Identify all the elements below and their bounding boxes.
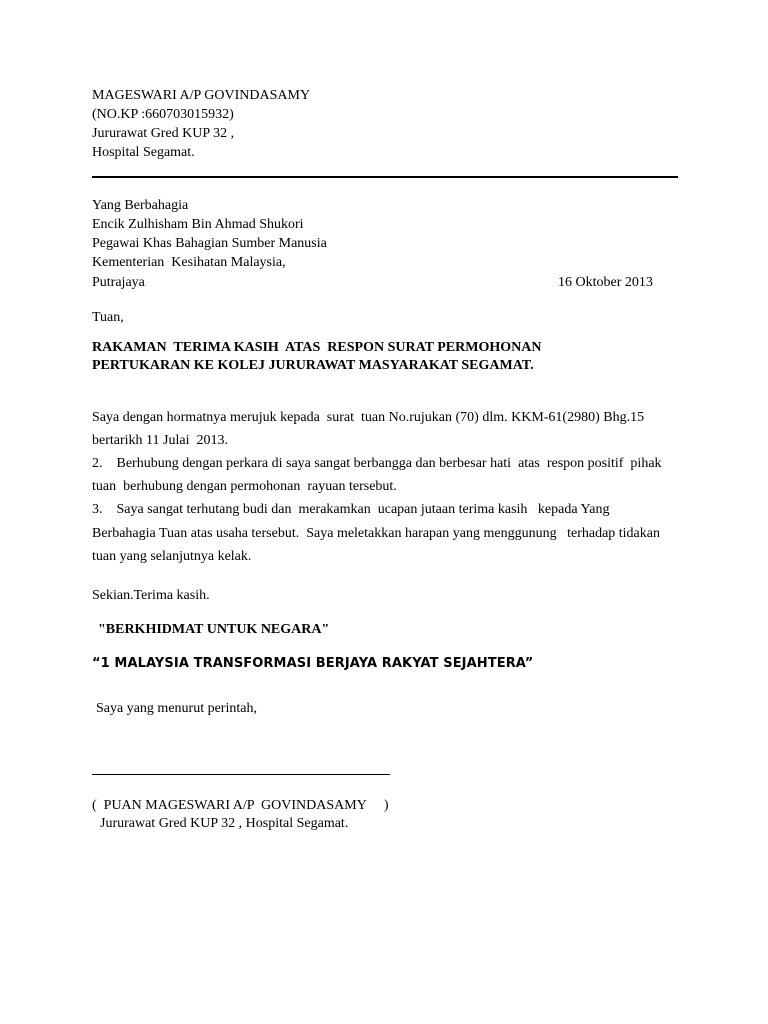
sender-position: Jururawat Gred KUP 32 , bbox=[92, 126, 235, 141]
signature-line bbox=[92, 774, 390, 775]
body-p2-line-2: tuan berhubung dengan permohonan rayuan tersebut. bbox=[92, 479, 397, 494]
body-p3-line-3: tuan yang selanjutnya kelak. bbox=[92, 549, 252, 564]
recipient-position: Pegawai Khas Bahagian Sumber Manusia bbox=[92, 236, 327, 251]
subject-line-2: PERTUKARAN KE KOLEJ JURURAWAT MASYARAKAT SEGAMAT. bbox=[92, 358, 534, 373]
motto-berkhidmat: "BERKHIDMAT UNTUK NEGARA" bbox=[98, 622, 330, 637]
greeting: Tuan, bbox=[92, 310, 124, 325]
letter-date: 16 Oktober 2013 bbox=[558, 275, 653, 290]
recipient-city: Putrajaya bbox=[92, 275, 145, 290]
recipient-salutation-title: Yang Berbahagia bbox=[92, 198, 189, 213]
sender-ic: (NO.KP :660703015932) bbox=[92, 107, 234, 122]
recipient-ministry: Kementerian Kesihatan Malaysia, bbox=[92, 255, 286, 270]
closing: Sekian.Terima kasih. bbox=[92, 588, 210, 603]
sender-place: Hospital Segamat. bbox=[92, 145, 195, 160]
sender-name: MAGESWARI A/P GOVINDASAMY bbox=[92, 88, 311, 103]
recipient-name: Encik Zulhisham Bin Ahmad Shukori bbox=[92, 217, 304, 232]
body-p3-line-2: Berbahagia Tuan atas usaha tersebut. Saya meletakkan harapan yang menggunung terhadap tidakan bbox=[92, 526, 660, 541]
subject-line-1: RAKAMAN TERIMA KASIH ATAS RESPON SURAT PERMOHONAN bbox=[92, 340, 542, 355]
header-divider bbox=[92, 176, 678, 178]
motto-1malaysia: “1 MALAYSIA TRANSFORMASI BERJAYA RAKYAT SEJAHTERA” bbox=[92, 656, 534, 671]
body-p1-line-1: Saya dengan hormatnya merujuk kepada surat tuan No.rujukan (70) dlm. KKM-61(2980) Bhg.15 bbox=[92, 410, 645, 425]
signature-position: Jururawat Gred KUP 32 , Hospital Segamat. bbox=[100, 816, 349, 831]
sign-off: Saya yang menurut perintah, bbox=[96, 701, 257, 716]
signature-name: ( PUAN MAGESWARI A/P GOVINDASAMY ) bbox=[92, 798, 389, 813]
body-p1-line-2: bertarikh 11 Julai 2013. bbox=[92, 433, 228, 448]
body-p3-line-1: 3. Saya sangat terhutang budi dan merakamkan ucapan jutaan terima kasih kepada Yang bbox=[92, 502, 610, 517]
body-p2-line-1: 2. Berhubung dengan perkara di saya sangat berbangga dan berbesar hati atas respon positif pihak bbox=[92, 456, 662, 471]
